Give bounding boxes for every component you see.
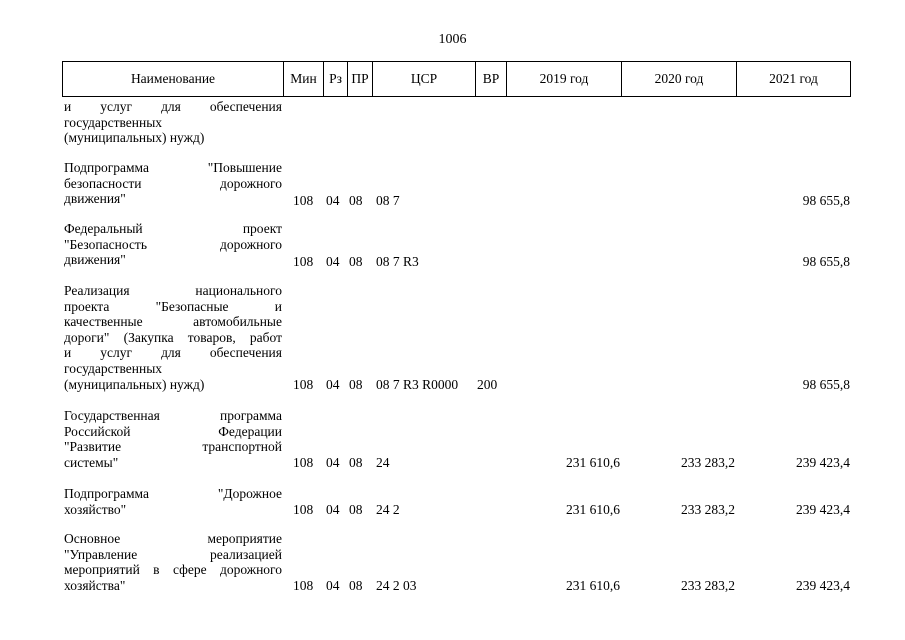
cell-pr: 08 [349, 455, 363, 470]
cell-rz: 04 [326, 254, 340, 269]
row-name-line: хозяйства" [64, 577, 126, 593]
cell-rz: 04 [326, 377, 340, 392]
row-name-line: "Безопасность дорожного [64, 236, 282, 252]
header-2021: 2021 год [769, 71, 818, 86]
row-name-line: "Развитие транспортной [64, 439, 282, 455]
cell-min: 108 [293, 193, 314, 208]
cell-2020: 233 283,2 [681, 578, 735, 593]
cell-rz: 04 [326, 193, 340, 208]
row-name-line: Государственная программа [64, 408, 282, 423]
row-name-line: Федеральный проект [64, 221, 282, 236]
page-number: 1006 [438, 32, 467, 47]
row-name-line: хозяйство" [64, 501, 127, 517]
header-csr: ЦСР [373, 62, 476, 96]
row-name-line: безопасности дорожного [64, 175, 282, 191]
row-name-line: Подпрограмма "Повышение [64, 160, 282, 175]
row-name-line: движения" [64, 191, 126, 207]
row-name-line: (муниципальных) нужд) [64, 376, 205, 392]
cell-vr: 200 [477, 377, 498, 392]
header-rz: Рз [324, 62, 348, 96]
row-name [64, 99, 282, 146]
cell-pr: 08 [349, 578, 363, 593]
header-min: Мин [284, 62, 324, 96]
cell-csr: 08 7 R3 [376, 254, 419, 269]
row-name [64, 160, 282, 207]
cell-csr: 24 2 [376, 502, 400, 517]
cell-pr: 08 [349, 502, 363, 517]
cell-2019: 231 610,6 [566, 455, 620, 470]
cell-2021: 98 655,8 [802, 377, 850, 392]
cell-2021: 239 423,4 [796, 578, 850, 593]
header-vr: ВР [476, 62, 507, 96]
cell-min: 108 [293, 578, 314, 593]
cell-csr: 24 2 03 [376, 578, 417, 593]
row-name-line: и услуг для обеспечения [64, 99, 282, 114]
row-name-line: "Управление реализацией [64, 546, 282, 562]
row-name-line: государственных [64, 114, 163, 130]
row-name [64, 486, 282, 517]
cell-2021: 239 423,4 [796, 455, 850, 470]
cell-pr: 08 [349, 193, 363, 208]
row-name-line: мероприятий в сфере дорожного [64, 562, 282, 578]
row-name-line: Подпрограмма "Дорожное [64, 486, 282, 501]
cell-csr: 08 7 [376, 193, 400, 208]
header-name: Наименование [63, 62, 284, 96]
cell-2019: 231 610,6 [566, 502, 620, 517]
row-name-line: системы" [64, 454, 119, 470]
cell-min: 108 [293, 455, 314, 470]
cell-csr: 08 7 R3 R0000 [376, 377, 459, 392]
row-name-line: проекта "Безопасные и [64, 298, 282, 314]
table-header [62, 61, 851, 97]
cell-2020: 233 283,2 [681, 455, 735, 470]
row-name [64, 408, 282, 470]
row-name-line: Российской Федерации [64, 423, 282, 439]
cell-pr: 08 [349, 377, 363, 392]
cell-2021: 98 655,8 [802, 193, 850, 208]
row-name-line: и услуг для обеспечения [64, 345, 282, 361]
row-name-line: Реализация национального [64, 283, 282, 298]
row-name-line: государственных [64, 360, 163, 376]
cell-rz: 04 [326, 455, 340, 470]
cell-2021: 239 423,4 [796, 502, 850, 517]
row-name [64, 221, 282, 268]
cell-min: 108 [293, 254, 314, 269]
cell-csr: 24 [376, 455, 390, 470]
cell-pr: 08 [349, 254, 363, 269]
row-name-line: Основное мероприятие [64, 531, 282, 546]
row-name-line: движения" [64, 252, 126, 268]
header-2019: 2019 год [507, 62, 622, 96]
row-name-line: дороги" (Закупка товаров, работ [64, 329, 282, 345]
cell-2019: 231 610,6 [566, 578, 620, 593]
header-pr: ПР [348, 62, 373, 96]
cell-min: 108 [293, 502, 314, 517]
cell-min: 108 [293, 377, 314, 392]
header-2020: 2020 год [622, 62, 737, 96]
row-name-line: (муниципальных) нужд) [64, 130, 205, 146]
cell-rz: 04 [326, 578, 340, 593]
cell-2021: 98 655,8 [802, 254, 850, 269]
row-name [64, 283, 282, 392]
row-name-line: качественные автомобильные [64, 314, 282, 330]
row-name [64, 531, 282, 593]
cell-rz: 04 [326, 502, 340, 517]
cell-2020: 233 283,2 [681, 502, 735, 517]
